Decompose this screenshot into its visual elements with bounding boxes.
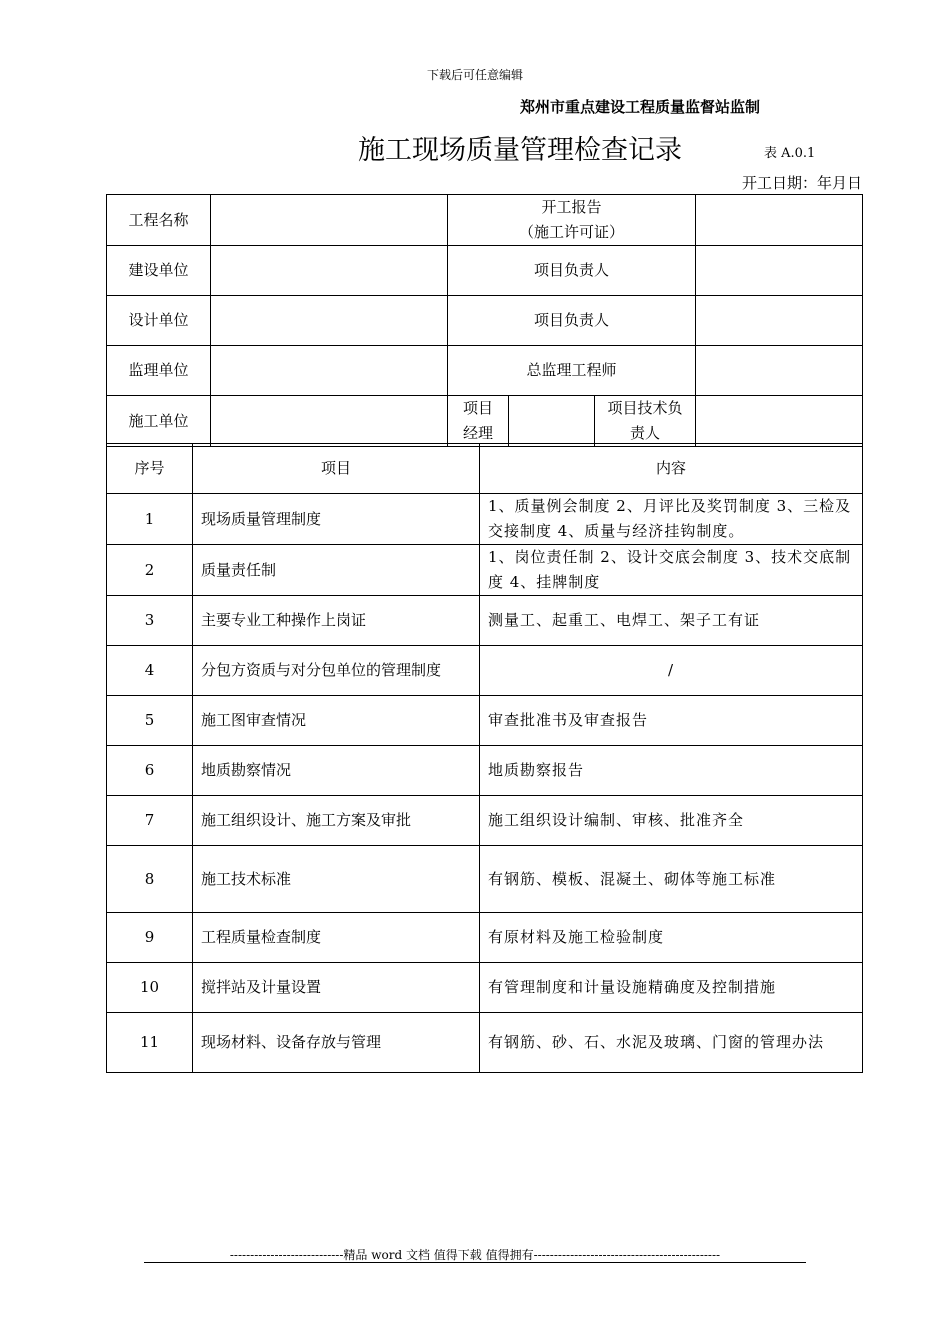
row-content[interactable]: 有钢筋、模板、混凝土、砌体等施工标准 [480,846,863,913]
tech-lead-label [595,396,696,447]
row-item: 主要专业工种操作上岗证 [193,596,480,646]
header-no: 序号 [107,444,193,494]
row-no: 5 [107,696,193,746]
page-title: 施工现场质量管理检查记录 [358,135,682,166]
project-manager-label-line1: 项目 [462,399,493,417]
row-content[interactable]: 有钢筋、砂、石、水泥及玻璃、门窗的管理办法 [480,1013,863,1073]
footer-divider [144,1262,806,1263]
table-row [107,846,863,913]
table-row [107,696,863,746]
row-content[interactable]: 1、质量例会制度 2、月评比及奖罚制度 3、三检及交接制度 4、质量与经济挂钩制度。 [480,494,863,545]
row-item: 施工技术标准 [193,846,480,913]
row-item: 施工图审查情况 [193,696,480,746]
row-item: 搅拌站及计量设置 [193,963,480,1013]
row-no: 11 [107,1013,193,1073]
owner-label: 建设单位 [107,246,211,296]
project-manager-label [448,396,509,447]
start-date: 开工日期：年月日 [741,174,862,192]
row-no: 6 [107,746,193,796]
contractor-field[interactable] [211,396,448,447]
supervisor-field[interactable] [211,346,448,396]
designer-manager-field[interactable] [696,296,863,346]
row-content[interactable]: / [480,646,863,696]
row-content[interactable]: 1、岗位责任制 2、设计交底会制度 3、技术交底制度 4、挂牌制度 [480,545,863,596]
row-content[interactable]: 有原材料及施工检验制度 [480,913,863,963]
project-name-label: 工程名称 [107,195,211,246]
project-manager-field[interactable] [509,396,595,447]
row-content[interactable]: 测量工、起重工、电焊工、架子工有证 [480,596,863,646]
designer-manager-label: 项目负责人 [448,296,696,346]
row-content[interactable]: 施工组织设计编制、审核、批准齐全 [480,796,863,846]
header-item: 项目 [193,444,480,494]
tech-lead-label-line2: 责人 [629,424,660,442]
owner-manager-field[interactable] [696,246,863,296]
supervisor-label: 监理单位 [107,346,211,396]
owner-field[interactable] [211,246,448,296]
row-item: 现场质量管理制度 [193,494,480,545]
top-note: 下载后可任意编辑 [426,68,523,82]
checklist-table [106,443,863,1073]
form-code: 表 A.0.1 [764,146,816,161]
row-item: 地质勘察情况 [193,746,480,796]
row-content[interactable]: 审查批准书及审查报告 [480,696,863,746]
row-no: 3 [107,596,193,646]
start-report-label [448,195,696,246]
start-report-label-line2: （施工许可证） [518,223,624,241]
project-info-table [106,194,863,447]
table-row [107,646,863,696]
table-row [107,596,863,646]
designer-label: 设计单位 [107,296,211,346]
checklist-header-row [107,444,863,494]
row-no: 4 [107,646,193,696]
table-row [107,963,863,1013]
row-item: 工程质量检查制度 [193,913,480,963]
header-content: 内容 [480,444,863,494]
table-row [107,545,863,596]
issuer-text: 郑州市重点建设工程质量监督站监制 [520,98,761,116]
row-content[interactable]: 有管理制度和计量设施精确度及控制措施 [480,963,863,1013]
start-report-label-line1: 开工报告 [541,198,602,216]
row-item: 质量责任制 [193,545,480,596]
row-no: 1 [107,494,193,545]
start-report-field[interactable] [696,195,863,246]
row-item: 现场材料、设备存放与管理 [193,1013,480,1073]
tech-lead-field[interactable] [696,396,863,447]
row-no: 2 [107,545,193,596]
footer-text: ----------------------------精品 word 文档 值得下载 值得拥有---------------------------------------------- [229,1248,721,1262]
owner-manager-label: 项目负责人 [448,246,696,296]
table-row [107,913,863,963]
tech-lead-label-line1: 项目技术负 [607,399,683,417]
contractor-label: 施工单位 [107,396,211,447]
row-item: 施工组织设计、施工方案及审批 [193,796,480,846]
row-no: 7 [107,796,193,846]
row-content[interactable]: 地质勘察报告 [480,746,863,796]
table-row [107,494,863,545]
designer-field[interactable] [211,296,448,346]
table-row [107,746,863,796]
row-no: 9 [107,913,193,963]
row-item: 分包方资质与对分包单位的管理制度 [193,646,480,696]
table-row [107,1013,863,1073]
table-row [107,796,863,846]
row-no: 10 [107,963,193,1013]
project-manager-label-line2: 经理 [462,424,493,442]
chief-supervisor-label: 总监理工程师 [448,346,696,396]
row-no: 8 [107,846,193,913]
project-name-field[interactable] [211,195,448,246]
chief-supervisor-field[interactable] [696,346,863,396]
